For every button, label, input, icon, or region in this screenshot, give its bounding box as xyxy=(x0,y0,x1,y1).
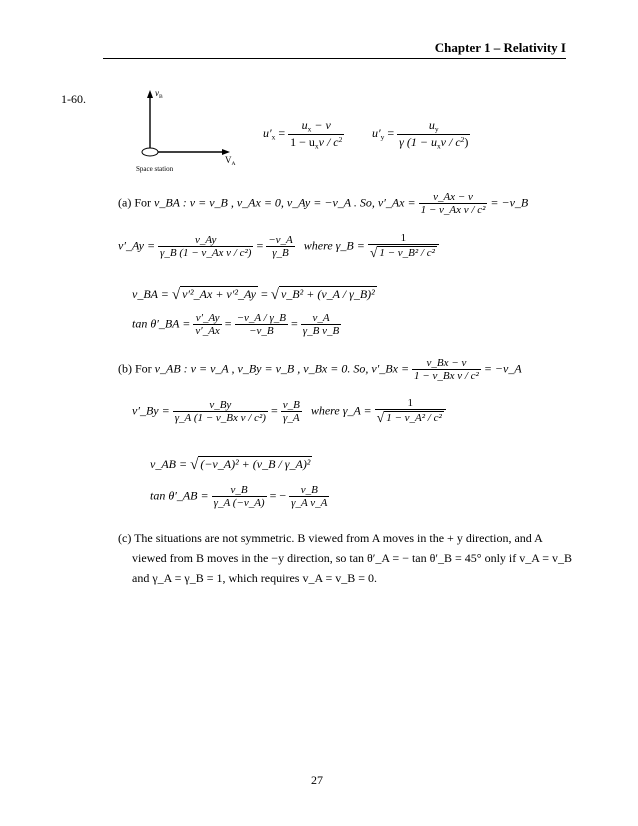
part-b-line1: (b) For v_AB : v = v_A , v_By = v_B , v_Bx = 0. So, v′_Bx = $\frac{v\_Bx - v}{\text{1 − v\_Bx v / c²}}$ = −v_A xyxy=(118,357,522,382)
part-c-line2: viewed from B moves in the −y direction, so tan θ′_A = − tan θ′_B = 45° only if v_A = v_B xyxy=(132,551,573,565)
space-station-shape xyxy=(142,148,158,156)
part-b-line2: v′_By = $\frac{v\_By}{\text{γ\_A (1 − v\_Bx v / c²)}}$ = $\frac{v\_B}{\gamma\_A}$ where γ_A = $\frac{1}{\text{√ 1 − v\_A² / c²}}$ xyxy=(132,397,446,426)
header-rule xyxy=(103,58,566,59)
part-a-line1: (a) For v_BA : v = v_B , v_Ax = 0, v_Ay = −v_A . So, v′_Ax = $\frac{v\_Ax - v}{\text{1 − v\_Ax v / c²}}$ = −v_B xyxy=(118,191,529,216)
uy-transform: $u'_y$ = $\frac{u_y}{\gamma (1 - u_xv / c^2)}$ xyxy=(372,118,469,151)
vb-label: $v_B$ xyxy=(155,88,163,100)
part-c-line1: (c) The situations are not symmetric. B viewed from A moves in the + y direction, and A xyxy=(118,531,543,545)
part-b-line3: v_AB = √ (−v_A)² + (v_B / γ_A)² xyxy=(150,456,311,473)
chapter-header: Chapter 1 – Relativity I xyxy=(434,40,566,55)
part-c-line3: and γ_A = γ_B = 1, which requires v_A = v_B = 0. xyxy=(132,571,377,585)
part-a-line2: v′_Ay = $\frac{v\_Ay}{\text{γ\_B (1 − v\_Ax v / c²)}}$ = $\frac{-v\_A}{\gamma\_B}$ where γ_B = $\frac{1}{\text{√ 1 − v\_B² / c²}}$ xyxy=(118,232,439,261)
part-b-line4: tan θ′_AB = $\frac{v\_B}{\gamma\_A (-v\_A)}$ = − $\frac{v\_B}{\text{γ\_A v\_A}}$ xyxy=(150,484,328,509)
page-number: 27 xyxy=(311,773,323,787)
part-a-line4: tan θ′_BA = $\frac{v'\_Ay}{v'\_Ax}$ = $\frac{-v\_A / \gamma\_B}{-v\_B}$ = $\frac{v\_A}{\text{γ\_B v\_B}}$ xyxy=(132,312,340,337)
vb-arrowhead xyxy=(147,90,153,98)
part-a-line3: v_BA = √ v′²_Ax + v′²_Ay = √ v_B² + (v_A / γ_B)² xyxy=(132,286,375,303)
problem-number: 1-60. xyxy=(61,92,86,106)
velocity-diagram xyxy=(130,88,240,168)
space-station-label: Space station xyxy=(136,165,174,173)
ux-transform: $u'_x$ = $\frac{u_x - v}{1 - u_xv / c^2}$ xyxy=(263,118,343,151)
va-label: $V_A$ xyxy=(225,155,236,167)
